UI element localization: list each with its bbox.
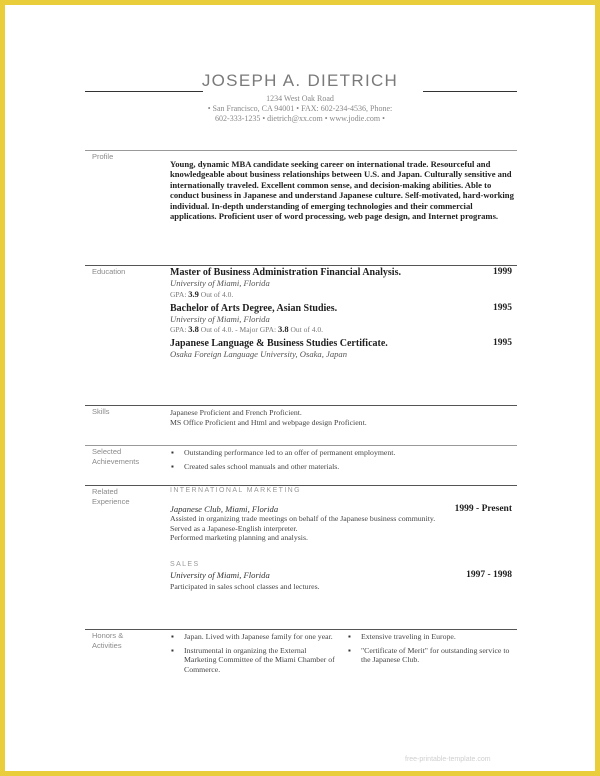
- degree-school: Osaka Foreign Language University, Osaka, Japan: [170, 349, 348, 359]
- resume-page: [5, 5, 595, 771]
- honors-column-right: [347, 632, 517, 669]
- header-rule-left: [85, 91, 203, 92]
- achievements-list: [170, 448, 515, 471]
- experience-subsection-title: INTERNATIONAL MARKETING: [170, 487, 301, 494]
- education-label: Education: [92, 267, 126, 276]
- skills-line: Japanese Proficient and French Proficient.: [170, 408, 302, 417]
- education-content: [170, 267, 515, 360]
- job-years: 1997 - 1998: [466, 569, 512, 580]
- address-line-1: 1234 West Oak Road: [266, 94, 334, 103]
- honors-label: Honors & Activities: [92, 631, 124, 650]
- list-item: ▪ Created sales school manuals and other materials.: [170, 462, 515, 472]
- degree-gpa: GPA: 3.9 Out of 4.0.: [170, 288, 234, 299]
- degree-school: University of Miami, Florida: [170, 278, 270, 288]
- education-divider: [85, 265, 517, 266]
- degree-title: Japanese Language & Business Studies Certificate.: [170, 338, 388, 349]
- job-place: Japanese Club, Miami, Florida: [170, 504, 279, 514]
- header-rule-right: [423, 91, 517, 92]
- achievements-content: [170, 448, 515, 475]
- experience-subsection-title: SALES: [170, 560, 200, 568]
- degree-year: 1995: [493, 302, 512, 313]
- degree-title: Bachelor of Arts Degree, Asian Studies.: [170, 302, 338, 314]
- address-line-3: 602-333-1235 • dietrich@xx.com • www.jodie.com •: [215, 114, 385, 123]
- profile-label: Profile: [92, 152, 114, 161]
- degree-title: Master of Business Administration Financial Analysis.: [170, 267, 401, 278]
- education-entry: [170, 303, 515, 336]
- list-item: ▪ Outstanding performance led to an offer of permanent employment.: [170, 448, 515, 458]
- achievements-label: Selected Achievements: [92, 447, 140, 466]
- watermark: free-printable-template.com: [405, 756, 491, 763]
- degree-school: University of Miami, Florida: [170, 313, 270, 324]
- skills-label: Skills: [92, 407, 110, 416]
- honors-list-right: [347, 632, 517, 665]
- honors-list-left: [170, 632, 338, 674]
- job-line: Assisted in organizing trade meetings on behalf of the Japanese business community.: [170, 514, 436, 523]
- list-item: ▪ "Certificate of Merit" for outstanding service to the Japanese Club.: [347, 646, 517, 665]
- profile-divider: [85, 150, 517, 151]
- job-line: Performed marketing planning and analysis.: [170, 533, 308, 543]
- experience-content: [170, 487, 515, 591]
- education-entry: [170, 338, 515, 360]
- degree-gpa: GPA: 3.8 Out of 4.0. - Major GPA: 3.8 Out of 4.0.: [170, 324, 324, 334]
- job-entry: [170, 570, 515, 592]
- honors-divider: [85, 629, 517, 630]
- skills-line: MS Office Proficient and Html and webpage design Proficient.: [170, 417, 367, 427]
- list-item: ▪ Extensive traveling in Europe.: [347, 632, 517, 642]
- job-place: University of Miami, Florida: [170, 569, 270, 580]
- list-item: ▪ Japan. Lived with Japanese family for one year.: [170, 632, 338, 642]
- education-entry: [170, 267, 515, 300]
- job-line: Served as a Japanese-English interpreter.: [170, 523, 298, 533]
- profile-text: Young, dynamic MBA candidate seeking career on international trade. Resourceful and knowledgeable about business relationships between U.S. and Japan. Culturally sensitive and internationally traveled. Excellent common sense, and decision-making abilities. Able to conduct business in Japanese and understand Japanese culture. Self-motivated, hard-working individual. In-depth understanding of emerging technologies and their commercial applications. Proficient user of word processing, web page design, and Internet programs.: [170, 159, 514, 222]
- skills-content: [170, 408, 515, 427]
- degree-year: 1995: [493, 338, 512, 348]
- experience-label: Related Experience: [92, 487, 130, 506]
- job-line: Participated in sales school classes and lectures.: [170, 581, 320, 591]
- job-years: 1999 - Present: [454, 504, 512, 514]
- job-entry: [170, 504, 515, 543]
- candidate-name: JOSEPH A. DIETRICH: [201, 71, 399, 90]
- experience-divider: [85, 485, 517, 486]
- list-item: ▪ Instrumental in organizing the External Marketing Committee of the Miami Chamber of Commerce.: [170, 646, 338, 675]
- achievements-divider: [85, 445, 517, 446]
- honors-column-left: [170, 632, 338, 678]
- skills-divider: [85, 405, 517, 406]
- address-line-2: • San Francisco, CA 94001 • FAX: 602-234-4536, Phone:: [207, 104, 393, 113]
- degree-year: 1999: [493, 267, 512, 277]
